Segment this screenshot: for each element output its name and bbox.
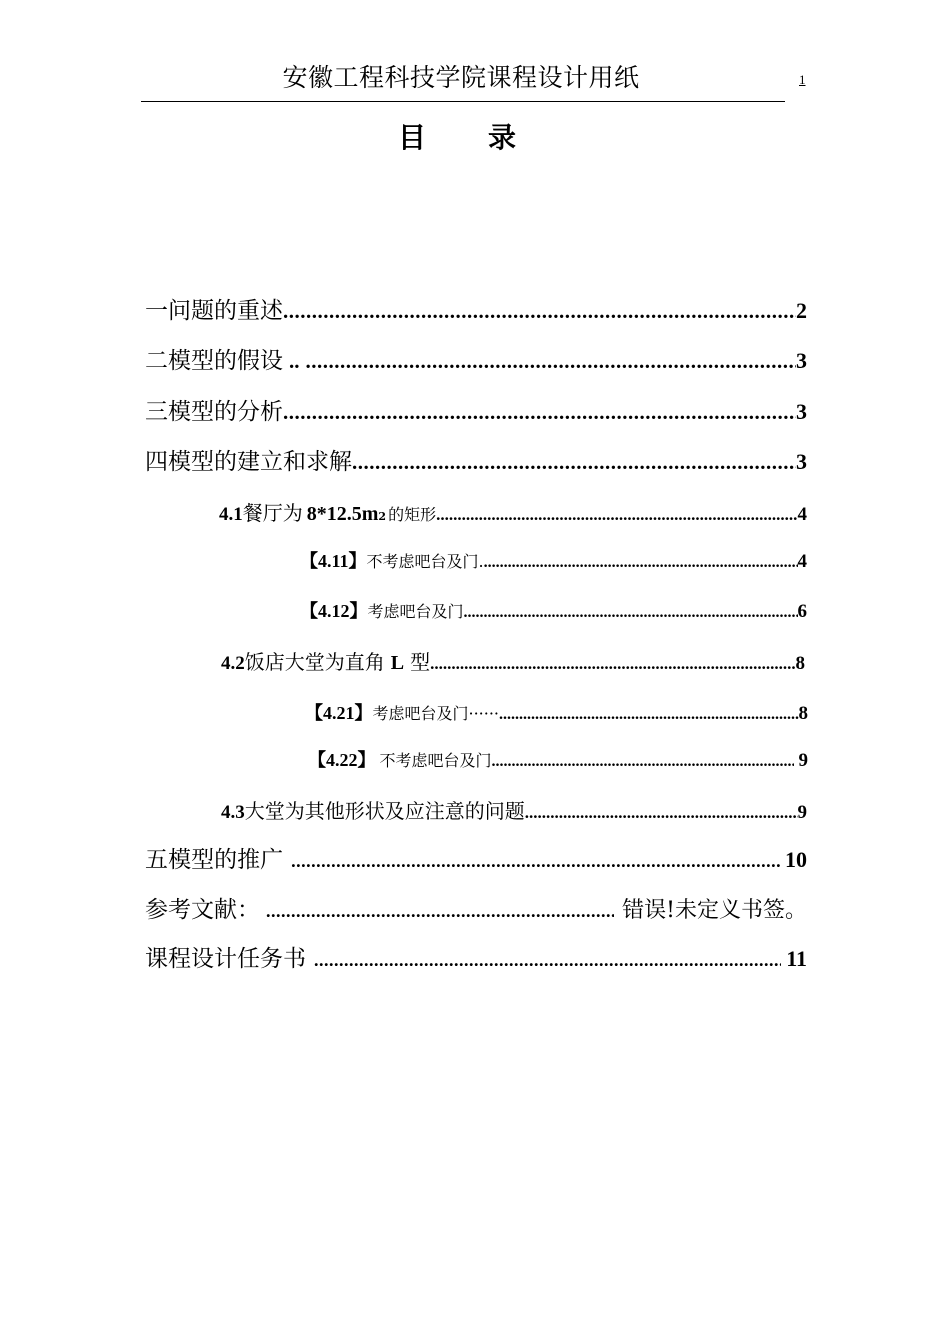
- toc-entry-label-superscript: 2: [378, 510, 387, 523]
- toc-entry-page: 4: [797, 551, 807, 572]
- toc-entry-page: 9: [793, 750, 808, 771]
- toc-dot-leader: [283, 299, 796, 324]
- toc-entry-page: 3: [796, 348, 807, 373]
- toc-entry-4-2[interactable]: [221, 646, 805, 675]
- toc-entry-4[interactable]: [145, 443, 807, 476]
- header-title: 安徽工程科技学院课程设计用纸: [282, 63, 640, 92]
- toc-entry-label-letter: L: [390, 652, 405, 674]
- toc-entry-4-22[interactable]: [308, 746, 808, 772]
- toc-entry-page: 8: [795, 653, 805, 674]
- toc-dot-leader: [314, 950, 781, 971]
- toc-entry-label-dimension: 8*12.5m: [306, 503, 379, 525]
- toc-entry-number: 五: [145, 847, 168, 873]
- toc-dot-leader: [484, 554, 798, 572]
- toc-entry-4-21[interactable]: [305, 699, 808, 725]
- toc-dot-leader: [266, 901, 614, 922]
- toc-entry-number: 【4.12】: [300, 601, 368, 621]
- toc-entry-number: 4.2: [221, 653, 245, 674]
- toc-entry-page: 3: [796, 449, 807, 474]
- toc-entry-4-11[interactable]: [300, 547, 807, 573]
- toc-entry-label-part: 餐厅为: [242, 501, 303, 525]
- toc-dot-leader: [464, 604, 798, 622]
- toc-entry-label: 模型的推广: [168, 847, 284, 873]
- toc-entry-3[interactable]: [145, 393, 807, 426]
- toc-entry-label: [245, 646, 430, 675]
- toc-entry-label: 大堂为其他形状及应注意的问题: [244, 799, 525, 823]
- toc-entry-1[interactable]: [145, 292, 807, 325]
- toc-entry-label: 课程设计任务书: [145, 946, 306, 972]
- toc-entry-page: 10: [779, 847, 807, 872]
- toc-entry-number: 【4.21】: [305, 703, 373, 723]
- toc-entry-page: 11: [780, 946, 807, 971]
- toc-dot-leader: [291, 851, 779, 872]
- toc-entry-page: 9: [797, 802, 807, 823]
- toc-title: [398, 116, 516, 156]
- toc-dot-leader: [525, 803, 798, 823]
- toc-entry-label: 模型的建立和求解: [168, 449, 352, 475]
- toc-entry-page: 3: [796, 399, 807, 424]
- toc-title-char-1: 目: [398, 121, 427, 154]
- toc-dot-leader: [283, 400, 796, 425]
- toc-entry-error-text: 错误!未定义书签。: [622, 898, 807, 923]
- toc-dot-leader: [352, 450, 796, 475]
- toc-entry-4-12[interactable]: [300, 597, 807, 623]
- toc-entry-number: 三: [145, 399, 168, 425]
- toc-entry-prefix-dots: ..: [289, 349, 300, 373]
- toc-entry-number: 【4.22】: [308, 750, 376, 770]
- toc-entry-task-book[interactable]: [145, 940, 807, 973]
- toc-entry-4-3[interactable]: [221, 795, 807, 824]
- toc-dot-leader: [436, 505, 797, 525]
- toc-entry-number: 二: [145, 348, 168, 374]
- toc-entry-references[interactable]: [145, 891, 807, 924]
- toc-entry-label: 考虑吧台及门: [367, 602, 464, 621]
- toc-entry-number: 一: [145, 298, 168, 324]
- toc-dot-leader: [430, 654, 795, 674]
- toc-entry-label-part: 型: [410, 650, 431, 674]
- toc-entry-label: 参考文献：: [145, 897, 260, 923]
- toc-entry-number: 四: [145, 449, 168, 475]
- toc-entry-label: 不考虑吧台及门.: [366, 552, 484, 571]
- toc-dot-leader: [306, 349, 797, 374]
- toc-entry-label-part: 饭店大堂为直角: [244, 650, 385, 674]
- toc-entry-label: 考虑吧台及门······: [372, 704, 500, 723]
- toc-entry-label: 模型的分析: [168, 399, 283, 425]
- toc-dot-leader: [492, 753, 794, 771]
- toc-entry-label: [243, 497, 436, 526]
- toc-entry-page: 6: [797, 601, 807, 622]
- toc-entry-page: 8: [798, 703, 808, 724]
- toc-entry-number: 【4.11】: [300, 551, 367, 571]
- toc-entry-number: 4.3: [221, 802, 245, 823]
- toc-entry-page: 4: [797, 504, 807, 525]
- toc-entry-label-part: 的矩形: [388, 505, 437, 524]
- toc-title-char-2: 录: [488, 121, 517, 154]
- toc-entry-2[interactable]: [145, 342, 807, 375]
- toc-entry-label: 模型的假设: [168, 348, 283, 374]
- toc-entry-5[interactable]: [145, 841, 807, 874]
- toc-entry-label: 问题的重述: [168, 298, 283, 324]
- toc-entry-number: 4.1: [219, 504, 243, 525]
- toc-entry-4-1[interactable]: [219, 497, 807, 526]
- toc-dot-leader: [499, 706, 798, 724]
- header-divider: [141, 101, 785, 102]
- page-number: 1: [799, 72, 806, 87]
- toc-entry-page: 2: [796, 298, 807, 323]
- toc-entry-label: 不考虑吧台及门: [379, 751, 492, 770]
